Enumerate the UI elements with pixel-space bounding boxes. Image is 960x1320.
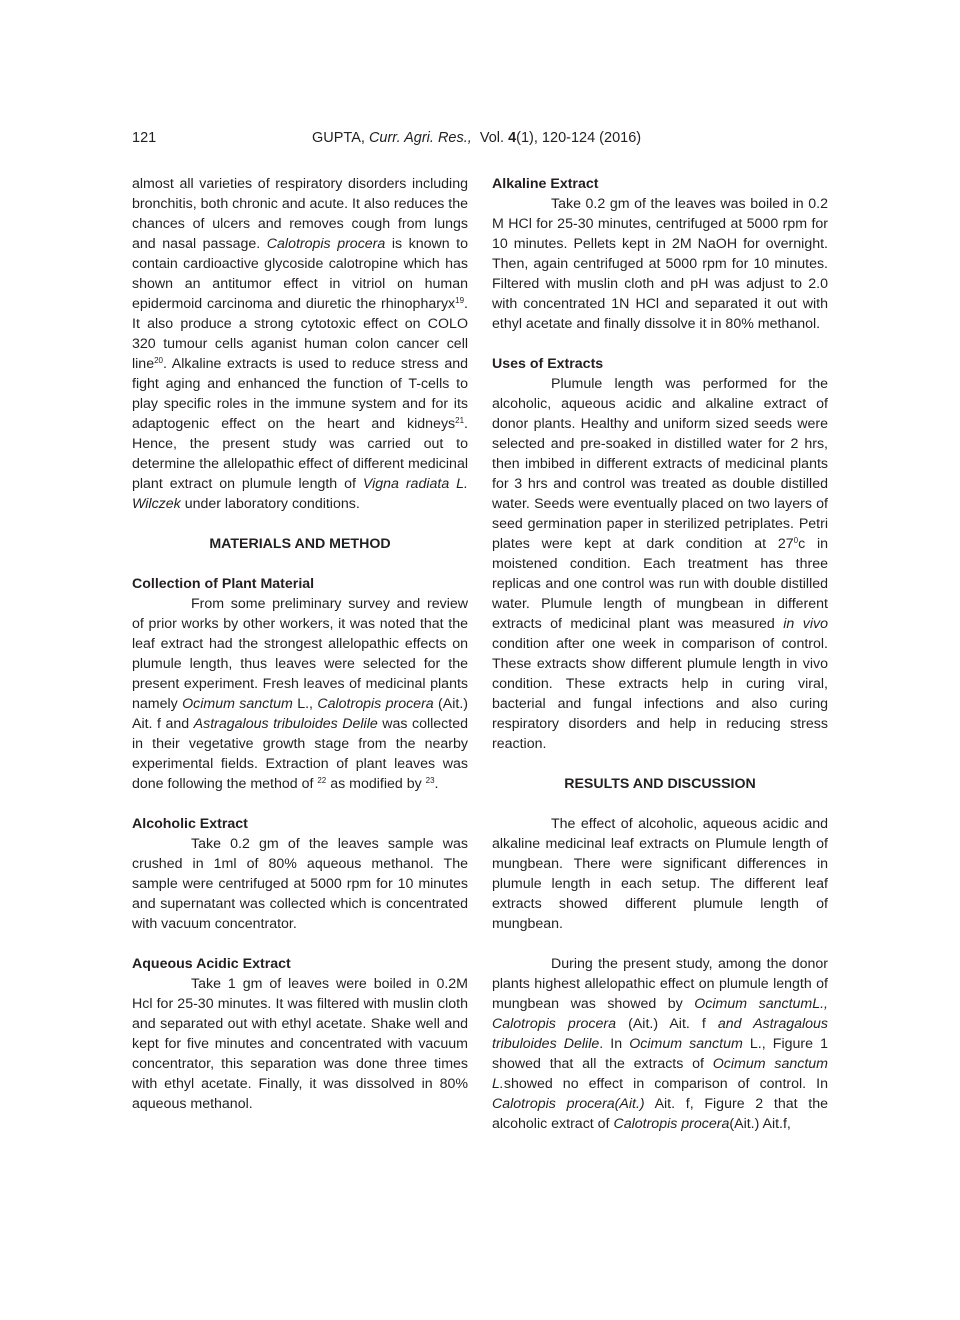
text-run: (Ait.) Ait.f, (729, 1116, 791, 1132)
citation-ref: 23 (425, 776, 435, 785)
text-run: (Ait.) Ait. f and (132, 696, 468, 732)
species-name: Ocimum sanctum L. (492, 1056, 828, 1092)
results-paragraph-1: The effect of alcoholic, aqueous acidic and alkaline medicinal leaf extracts on Plumule length of mungbean. There were significant differences in plumule length in each setup. The different leaf extracts showed different plumule length of mungbean. (492, 816, 828, 932)
page-number: 121 (132, 130, 157, 146)
alcoholic-extract-paragraph: Take 0.2 gm of the leaves sample was crushed in 1ml of 80% aqueous methanol. The sample were centrifuged at 5000 rpm for 10 minutes and supernatant was collected which is concentrated with vacuum concentrator. (132, 836, 468, 932)
right-column (492, 174, 828, 1134)
left-column (132, 174, 468, 1114)
subsection-heading-aqueous: Aqueous Acidic Extract (132, 956, 291, 972)
running-head-vol-num: 4 (508, 130, 517, 146)
citation-ref: 19 (455, 296, 465, 305)
text-run: During the present study, among the donor plants highest allelopathic effect on plumule length of mungbean was showed by (492, 956, 828, 1012)
collection-paragraph (132, 594, 468, 794)
text-run: . In (599, 1036, 630, 1052)
text-run: . It also produce a strong cytotoxic effect on COLO 320 tumour cells aganist human colon cancer cell line (132, 296, 468, 372)
text-run: showed no effect in comparison of control. In (503, 1076, 828, 1092)
intro-continuation-paragraph (132, 174, 468, 514)
subsection-heading-alkaline: Alkaline Extract (492, 176, 599, 192)
species-name: Ocimum sanctum (629, 1036, 743, 1052)
text-run: as modified by (326, 776, 426, 792)
species-name: Calotropis procera (492, 1016, 617, 1032)
text-run: is known to contain cardioactive glycoside calotropine which has shown an antitumor effect in vitriol on human epidermoid carcinoma and diuretic the rhinopharyx (132, 236, 468, 312)
citation-ref: 21 (455, 416, 465, 425)
text-run: L., Figure 1 showed that all the extracts of (492, 1036, 828, 1072)
section-heading-results: RESULTS AND DISCUSSION (564, 776, 756, 792)
citation-ref: 20 (154, 356, 163, 365)
species-name: Ocimum sanctumL., (694, 996, 828, 1012)
running-head-journal: Curr. Agri. Res., (368, 130, 472, 146)
text-run: . (434, 776, 439, 792)
subsection-heading-collection: Collection of Plant Material (132, 576, 315, 592)
text-run: was collected in their vegetative growth stage from the nearby experimental fields. Extraction of plant leaves was done following the method of (132, 716, 468, 792)
text-run: Ait. f, Figure 2 that the alcoholic extract of (492, 1096, 828, 1132)
text-run: almost all varieties of respiratory disorders including bronchitis, both chronic and acute. It also reduces the chances of ulcers and removes cough from lungs and nasal passage. (132, 176, 468, 252)
species-name: Calotropis procera (266, 236, 386, 252)
species-name: Ocimum sanctum (182, 696, 293, 712)
species-name: Astragalous tribuloides Delile (193, 716, 378, 732)
running-head-vol-prefix: Vol. (479, 130, 505, 146)
text-run: . Alkaline extracts is used to reduce stress and fight aging and enhanced the function of T-cells to play specific roles in the immune system and for its adaptogenic effect on the heart and kidneys (132, 356, 468, 432)
text-run: condition after one week in comparison of control. These extracts show different plumule length in vivo condition. These extracts help in curing viral, bacterial and fungal infections and also curing respiratory disorders and help in reducing stress reaction. (492, 636, 828, 752)
running-head-author: GUPTA, (312, 130, 365, 146)
uses-paragraph (492, 374, 828, 754)
aqueous-extract-paragraph: Take 1 gm of leaves were boiled in 0.2M Hcl for 25-30 minutes. It was filtered with muslin cloth and separated out with ethyl acetate. Shake well and kept for five minutes and concentrated with vacuum concentrator, this separation was done three times with ethyl acetate. Finally, it was dissolved in 80% aqueous methanol. (132, 976, 468, 1112)
text-run: under laboratory conditions. (180, 496, 360, 512)
italic-term: in vivo (783, 616, 828, 632)
species-name: Vigna radiata L. Wilczek (132, 476, 468, 512)
text-run: c in moistened condition. Each treatment has three replicas and one control was run with double distilled water. Plumule length of mungbean in different extracts of medicinal plant was measured (492, 536, 828, 632)
species-name: and Astragalous tribuloides Delile (492, 1016, 829, 1052)
results-paragraph-2 (492, 954, 828, 1134)
text-run: . Hence, the present study was carried out to determine the allelopathic effect of different medicinal plant extract on plumule length of (132, 416, 468, 492)
species-name: Calotropis procera (613, 1116, 730, 1132)
text-run: L., (292, 696, 318, 712)
text-run: Plumule length was performed for the alcoholic, aqueous acidic and alkaline extract of donor plants. Healthy and uniform sized seeds were selected and pre-soaked in distilled water for 2 hrs, then imbibed in different extracts of medicinal plants for 3 hrs and control was treated as double distilled water. Seeds were eventually placed on two layers of seed germination paper in sterilized petriplates. Petri plates were kept at dark condition at 27 (492, 376, 828, 552)
text-run: From some preliminary survey and review of prior works by other workers, it was noted that the leaf extract had the strongest allelopathic effects on plumule length, thus leaves were selected for the present experiment. Fresh leaves of medicinal plants namely (132, 596, 468, 712)
running-head (312, 130, 641, 146)
section-heading-materials: MATERIALS AND METHOD (209, 536, 391, 552)
alkaline-extract-paragraph: Take 0.2 gm of the leaves was boiled in 0.2 M HCl for 25-30 minutes, centrifuged at 5000 rpm for 10 minutes. Pellets kept in 2M NaOH for overnight. Then, again centrifuged at 5000 rpm for 10 minutes. Filtered with muslin cloth and pH was adjust to 2.0 with concentrated 1N HCl and separated it out with ethyl acetate and finally dissolve it in 80% methanol. (492, 196, 828, 332)
running-head-vol-suffix: (1), 120-124 (2016) (516, 130, 642, 146)
species-name: Calotropis procera (317, 696, 434, 712)
superscript: 0 (793, 536, 799, 545)
subsection-heading-alcoholic: Alcoholic Extract (132, 816, 248, 832)
text-run: (Ait.) Ait. f (616, 1016, 718, 1032)
citation-ref: 22 (317, 776, 327, 785)
species-name: Calotropis procera(Ait.) (492, 1096, 645, 1112)
subsection-heading-uses: Uses of Extracts (492, 356, 604, 372)
